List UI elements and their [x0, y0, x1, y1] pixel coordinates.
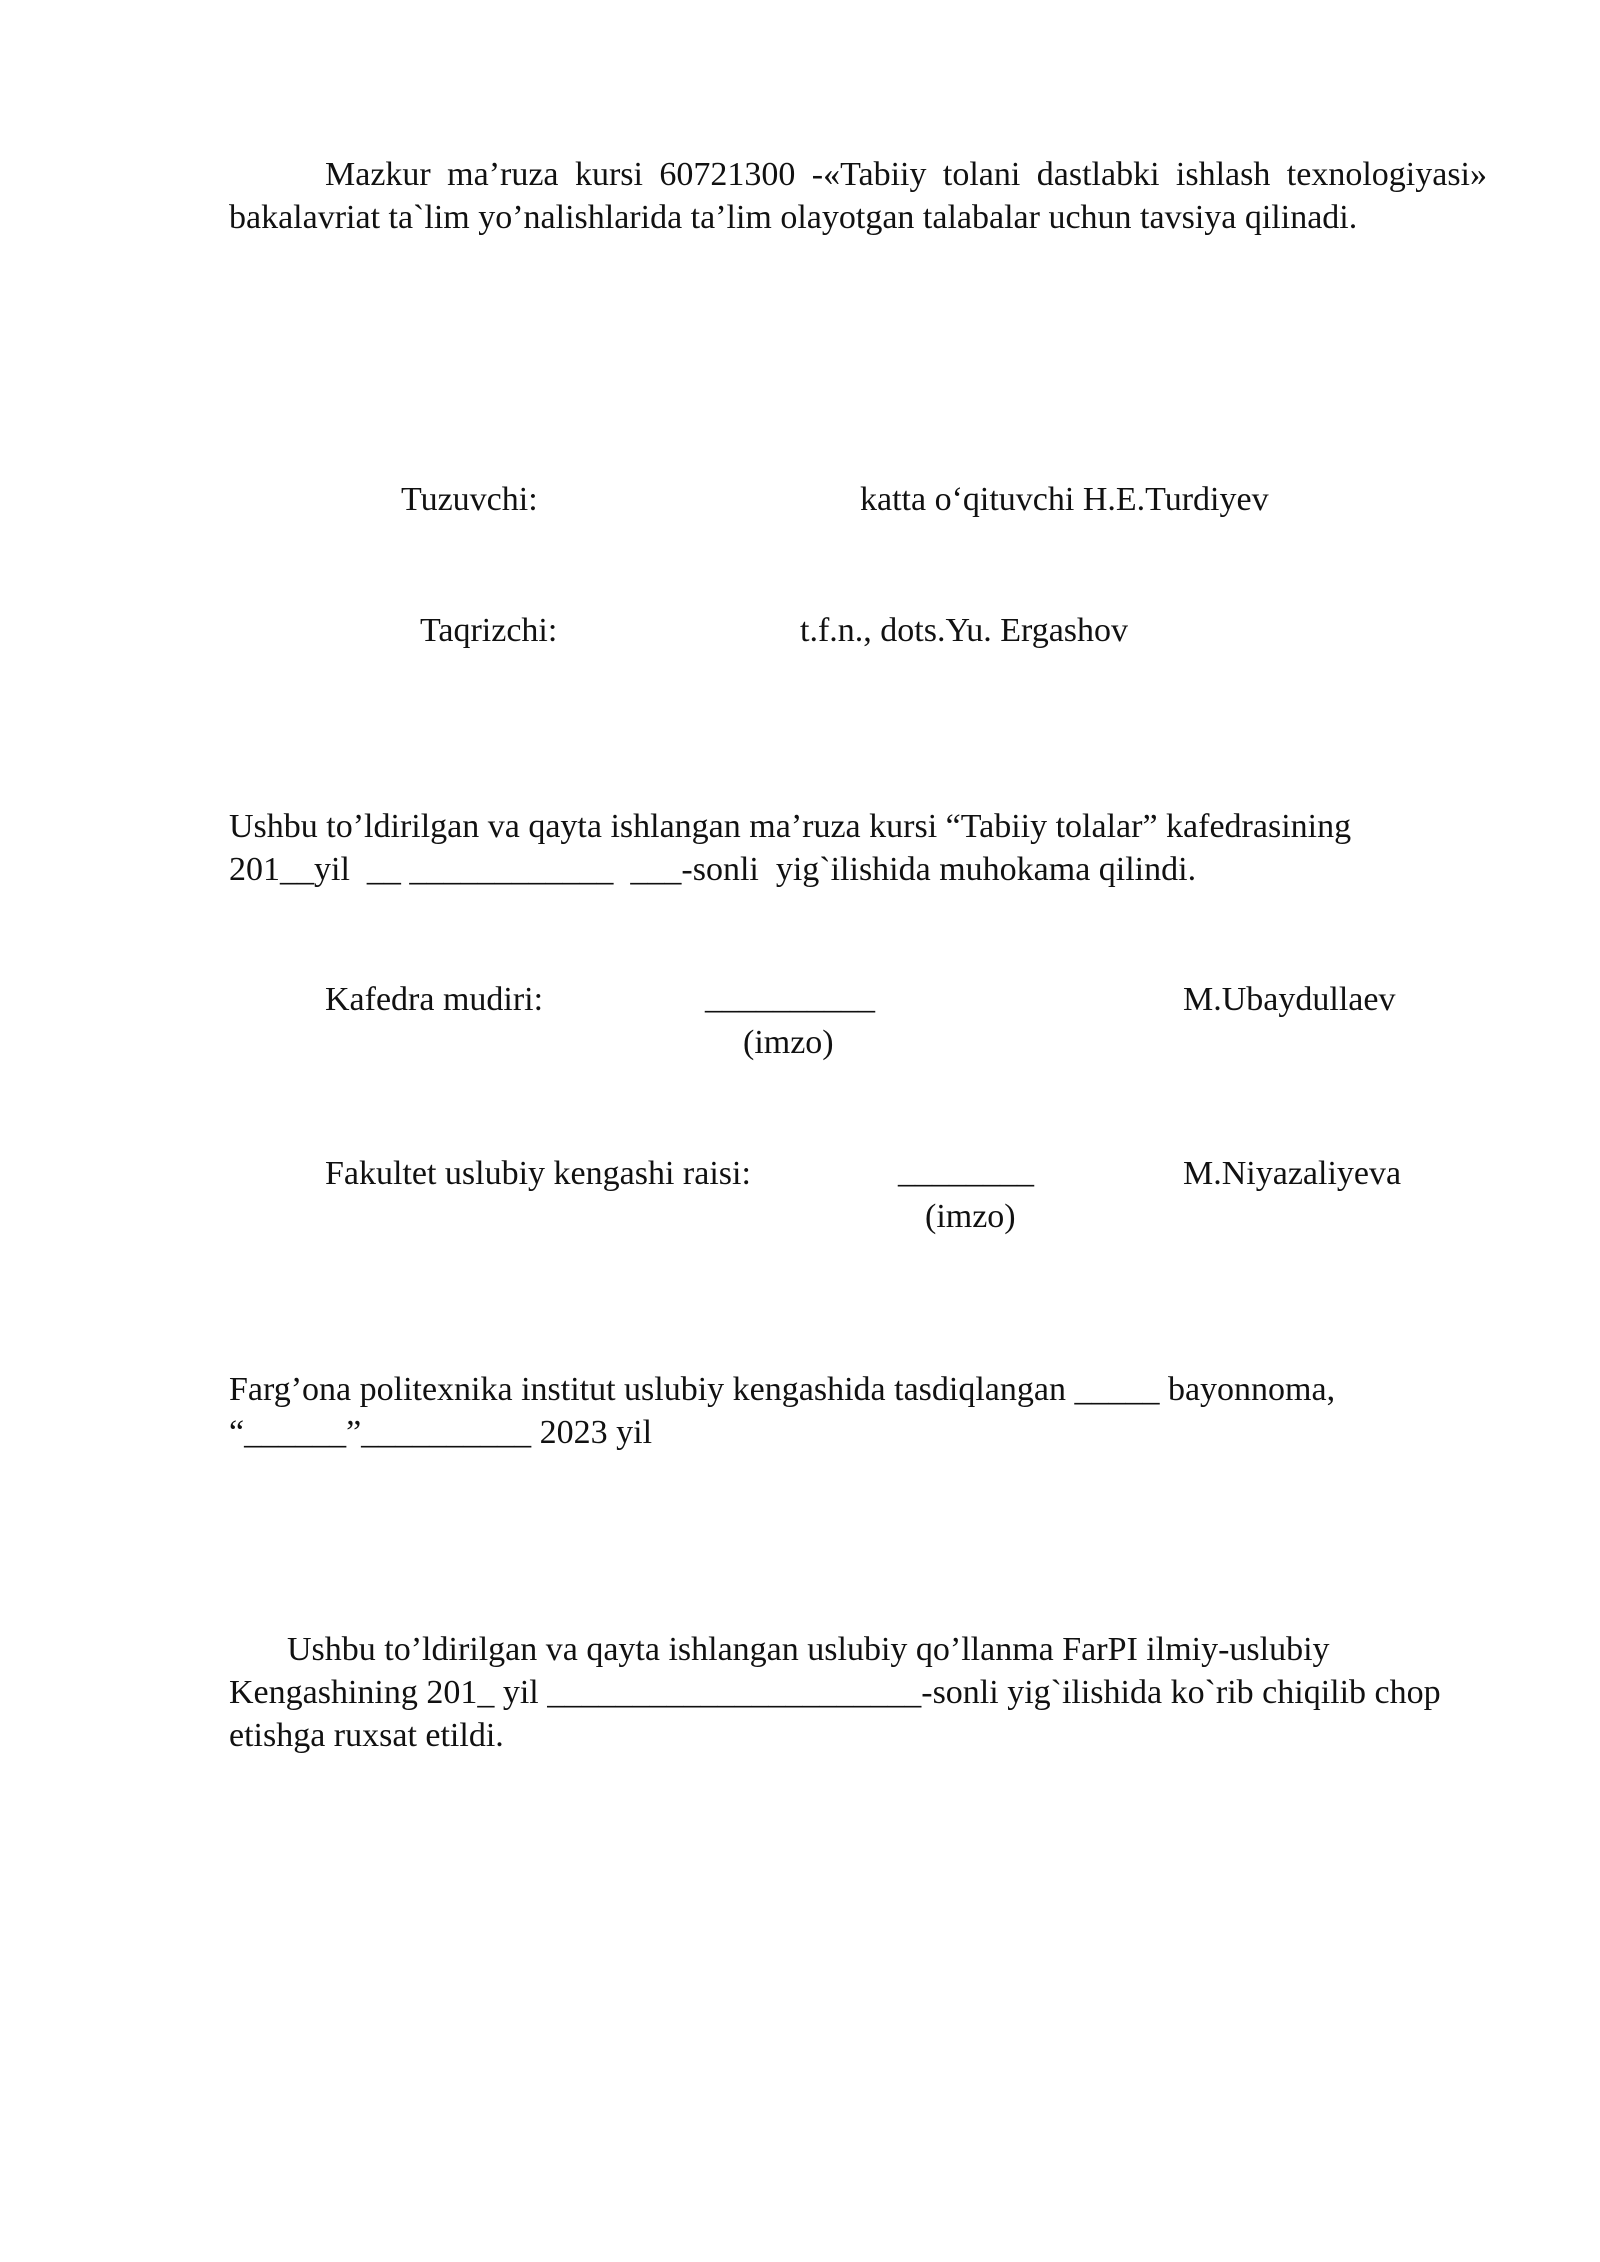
reviewer-label: Taqrizchi:	[420, 612, 558, 649]
institute-approval-line-1: Farg’ona politexnika institut uslubiy kengashida tasdiqlangan _____ bayonnoma,	[229, 1371, 1336, 1408]
institute-approval-line-2: “______”__________ 2023 yil	[229, 1414, 653, 1451]
department-approval-line-2: 201__yil __ ____________ ___-sonli yig`ilishida muhokama qilindi.	[229, 851, 1197, 888]
intro-paragraph: Mazkur ma’ruza kursi 60721300 -«Tabiiy tolani dastlabki ishlash texnologiyasi» bakalavriat ta`lim yo’nalishlarida ta’lim olayotgan talabalar uchun tavsiya qilinadi.	[229, 156, 1487, 236]
compiler-name: katta o‘qituvchi H.E.Turdiyev	[860, 481, 1269, 518]
head-of-department-signature-caption: (imzo)	[743, 1024, 834, 1061]
head-of-department-name: M.Ubaydullaev	[1183, 981, 1396, 1018]
faculty-council-signature-caption: (imzo)	[925, 1198, 1016, 1235]
faculty-council-signature-line: ________	[898, 1153, 1034, 1190]
faculty-council-chair-name: M.Niyazaliyeva	[1183, 1155, 1402, 1192]
department-approval-line-1: Ushbu to’ldirilgan va qayta ishlangan ma’ruza kursi “Tabiiy tolalar” kafedrasining	[229, 808, 1352, 845]
reviewer-name: t.f.n., dots.Yu. Ergashov	[800, 612, 1129, 649]
compiler-label: Tuzuvchi:	[401, 481, 538, 518]
head-of-department-label: Kafedra mudiri:	[325, 981, 544, 1018]
head-of-department-signature-line: __________	[705, 979, 875, 1016]
faculty-council-chair-label: Fakultet uslubiy kengashi raisi:	[325, 1155, 751, 1192]
publication-permission-paragraph: Ushbu to’ldirilgan va qayta ishlangan uslubiy qo’llanma FarPI ilmiy-uslubiy Kengashining 201_ yil ______________________-sonli yig`ilishida ko`rib chiqilib chop etishga ruxsat etildi.	[229, 1631, 1441, 1754]
